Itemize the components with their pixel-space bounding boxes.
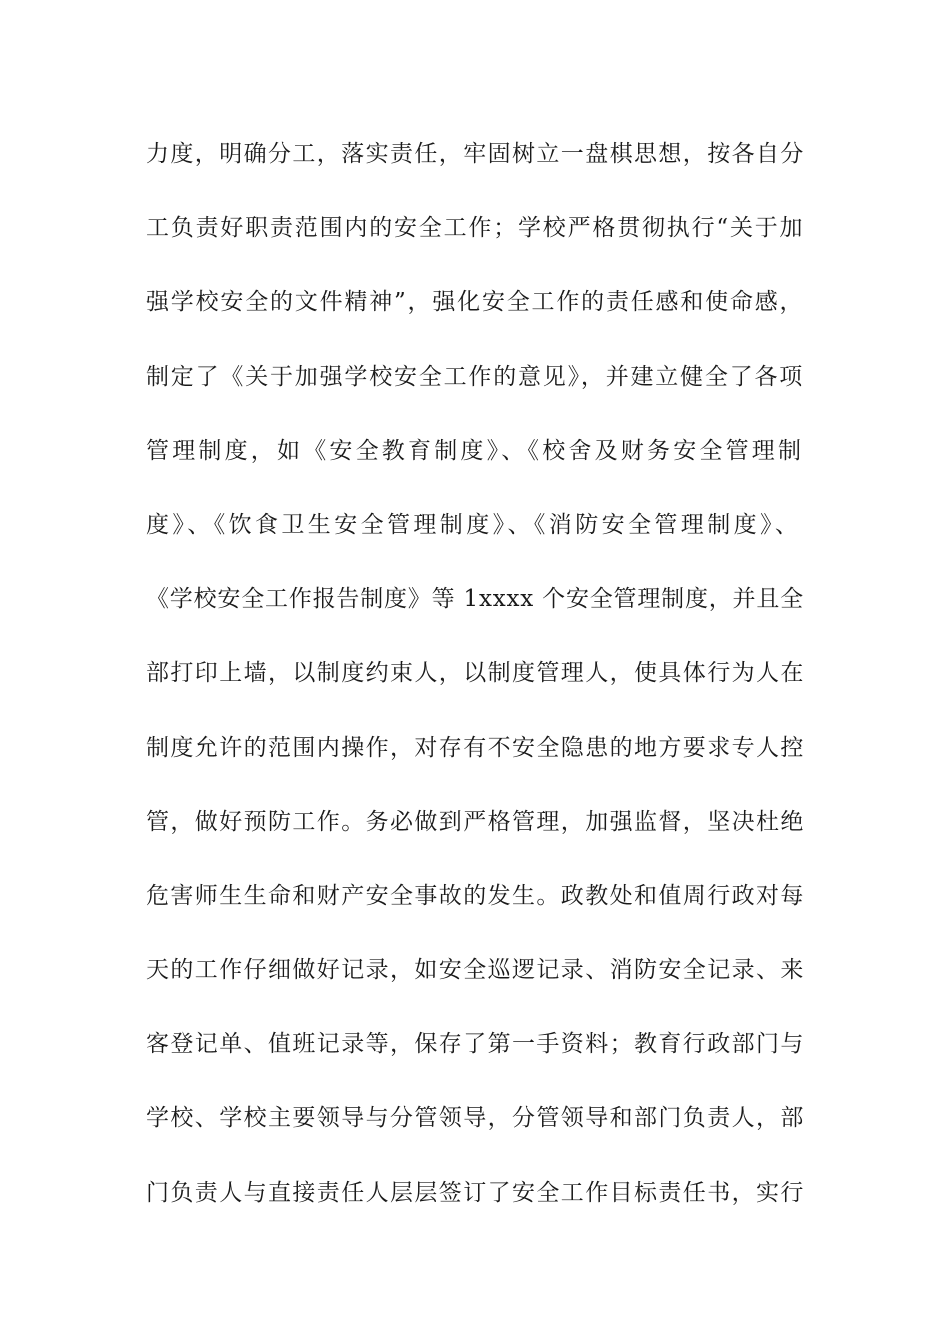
text-line: 天的工作仔细做好记录，如安全巡逻记录、消防安全记录、来 [146, 957, 805, 984]
text-line: 部打印上墙，以制度约束人，以制度管理人，使具体行为人在 [146, 660, 805, 687]
text-line: 制度允许的范围内操作，对存有不安全隐患的地方要求专人控 [146, 734, 805, 761]
text-line: 工负责好职责范围内的安全工作；学校严格贯彻执行“关于加 [146, 215, 805, 242]
text-line: 学校、学校主要领导与分管领导，分管领导和部门负责人，部 [146, 1105, 805, 1132]
text-line: 强学校安全的文件精神”，强化安全工作的责任感和使命感， [146, 289, 805, 316]
text-line: 制定了《关于加强学校安全工作的意见》，并建立健全了各项 [146, 363, 805, 390]
text-line: 力度，明确分工，落实责任，牢固树立一盘棋思想，按各自分 [146, 141, 805, 167]
text-line: 危害师生生命和财产安全事故的发生。政教处和值周行政对每 [146, 882, 805, 909]
text-line: 《学校安全工作报告制度》等 1xxxx 个安全管理制度，并且全 [146, 586, 804, 613]
text-line: 客登记单、值班记录等，保存了第一手资料；教育行政部门与 [146, 1031, 805, 1058]
text-line: 管理制度，如《安全教育制度》、《校舍及财务安全管理制 [146, 437, 805, 464]
text-line: 管，做好预防工作。务必做到严格管理，加强监督，坚决杜绝 [146, 808, 805, 835]
text-line: 门负责人与直接责任人层层签订了安全工作目标责任书，实行 [146, 1179, 805, 1206]
text-line: 度》、《饮食卫生安全管理制度》、《消防安全管理制度》、 [146, 511, 802, 538]
body-paragraph [146, 130, 806, 1243]
